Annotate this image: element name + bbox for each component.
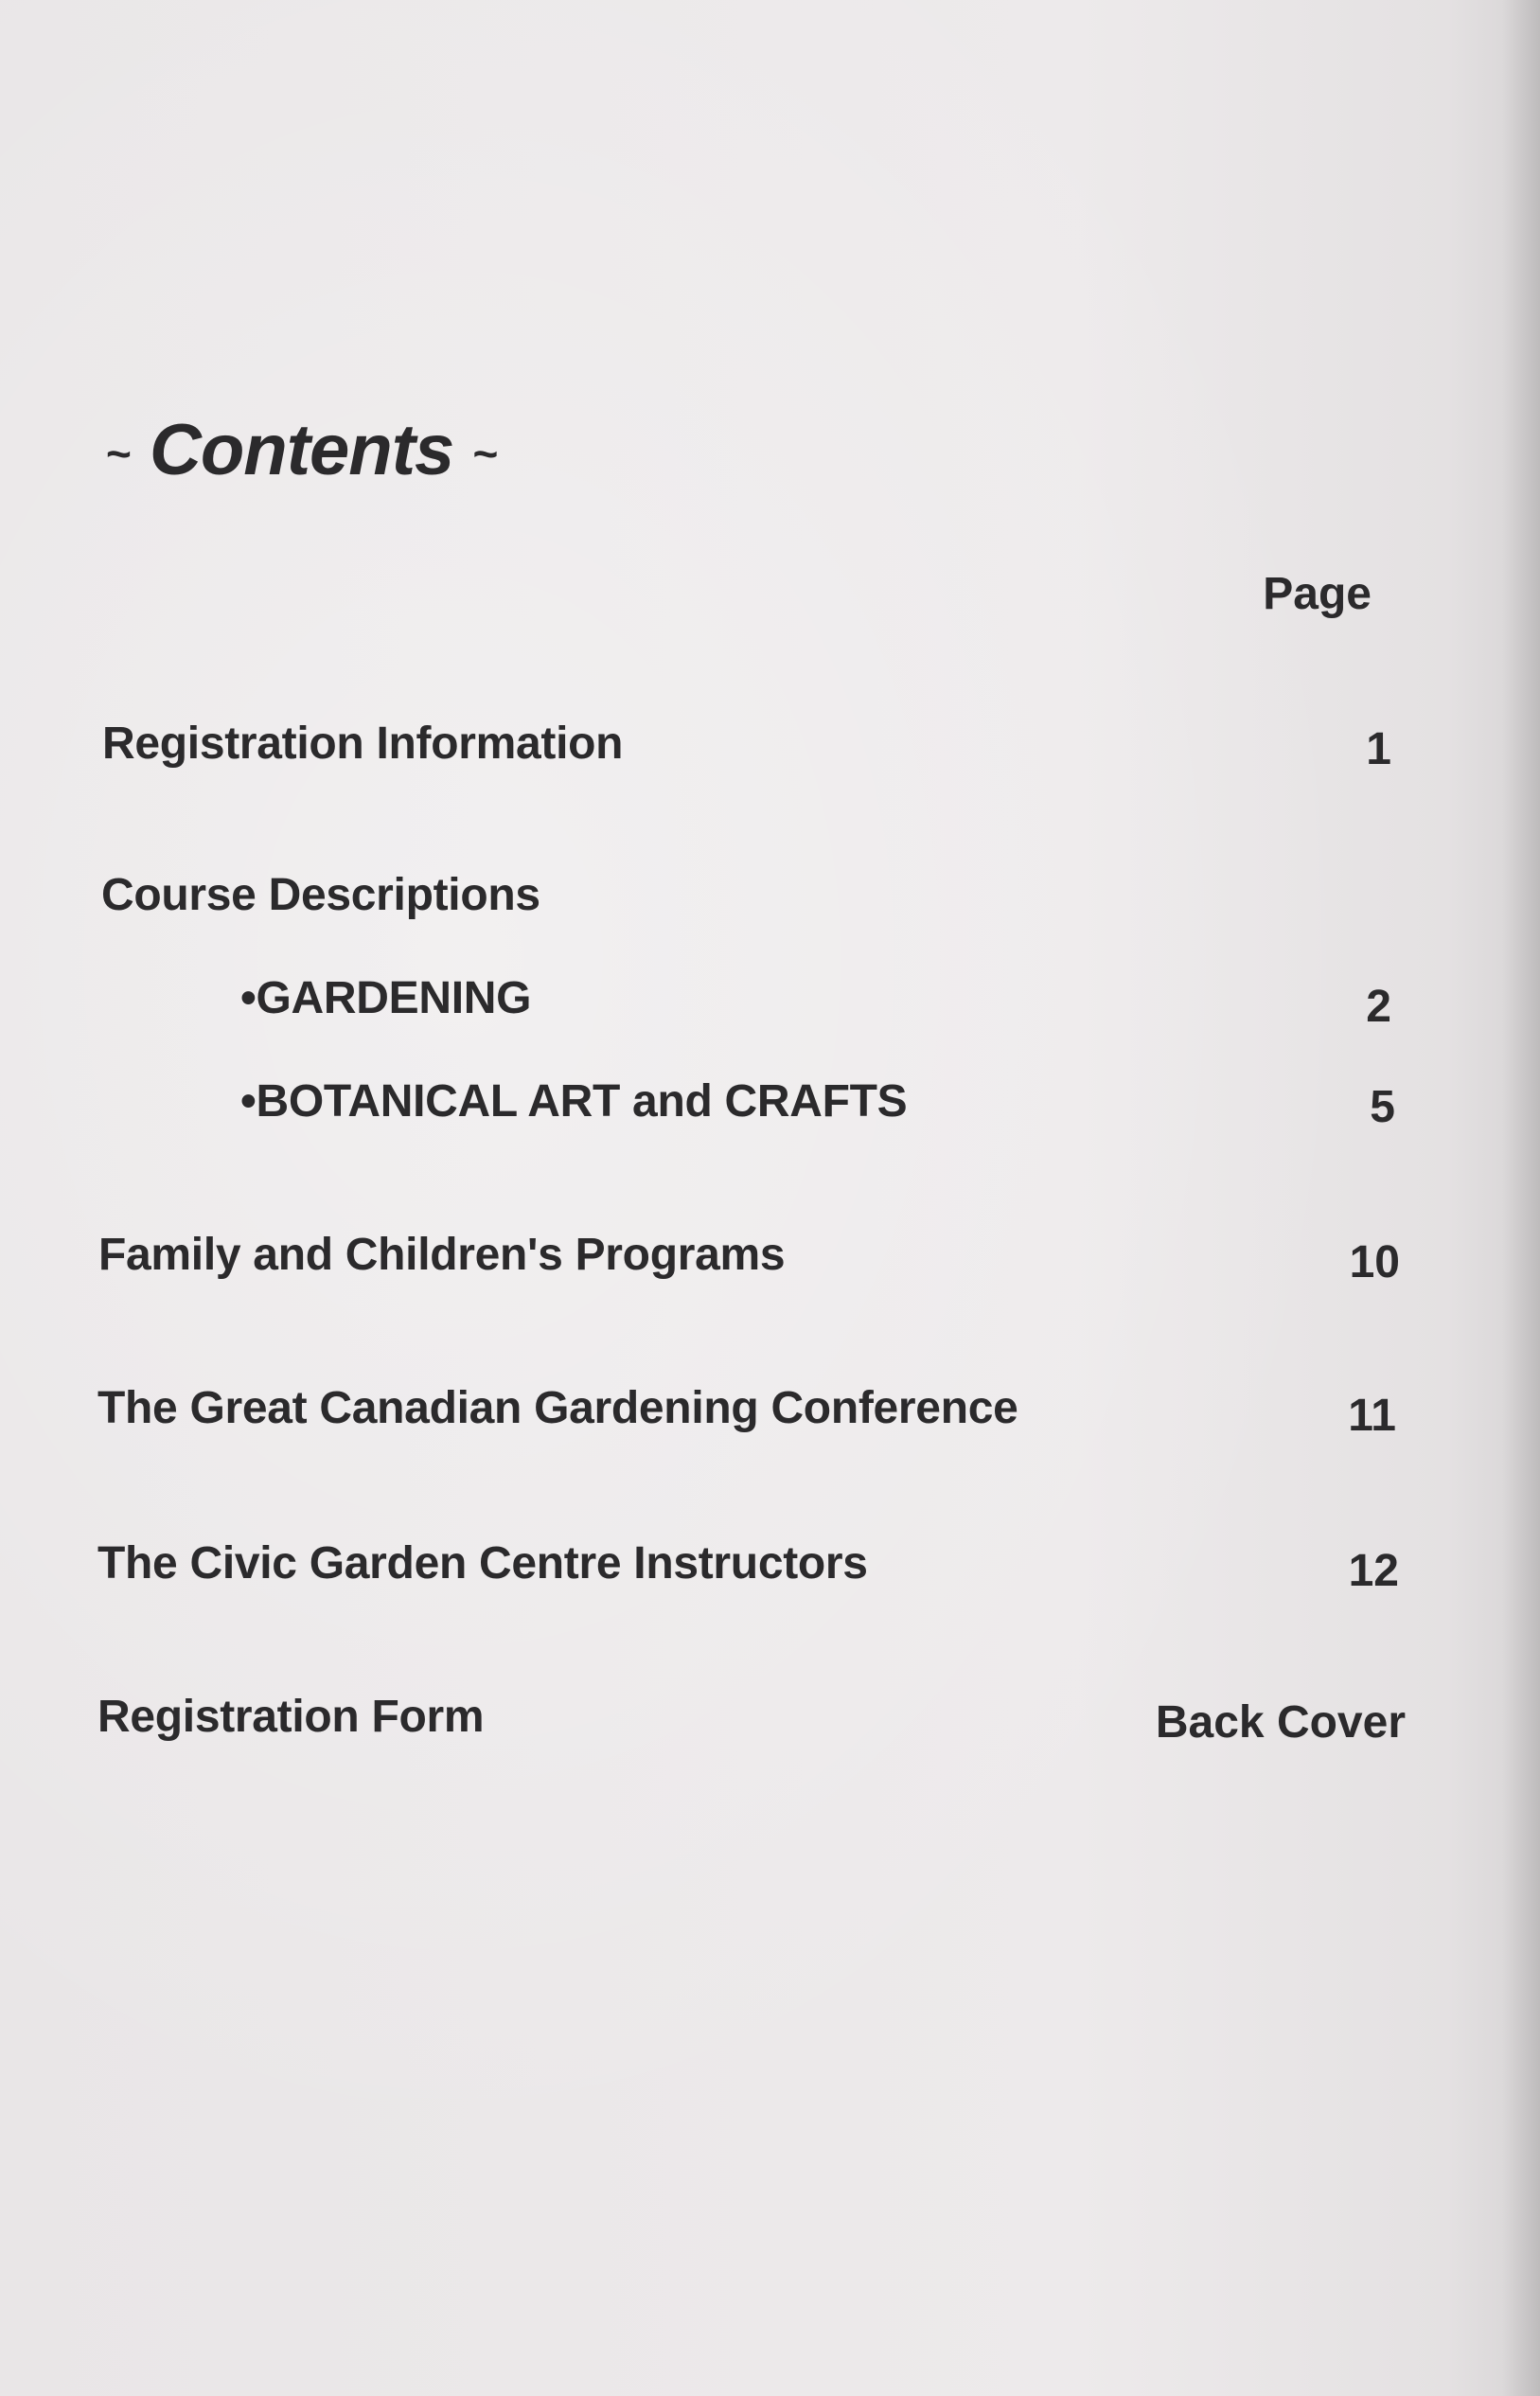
toc-page-great-canadian-gardening-conference: 11 <box>1348 1391 1396 1441</box>
toc-entry-great-canadian-gardening-conference: The Great Canadian Gardening Conference <box>97 1383 1018 1433</box>
heading-tilde-right: ~ <box>472 429 498 478</box>
toc-entry-course-descriptions: Course Descriptions <box>101 870 540 920</box>
toc-entry-registration-information: Registration Information <box>102 719 624 769</box>
heading-title: Contents <box>150 410 454 490</box>
page-column-label: Page <box>1263 569 1372 619</box>
toc-page-family-childrens-programs: 10 <box>1349 1237 1400 1287</box>
toc-entry-civic-garden-centre-instructors: The Civic Garden Centre Instructors <box>97 1538 868 1588</box>
contents-heading <box>106 409 497 491</box>
toc-page-gardening: 2 <box>1366 982 1391 1032</box>
toc-entry-botanical-art-crafts: •BOTANICAL ART and CRAFTS <box>240 1076 908 1127</box>
toc-entry-gardening: •GARDENING <box>240 973 532 1023</box>
toc-entry-family-childrens-programs: Family and Children's Programs <box>98 1230 786 1280</box>
heading-tilde-left: ~ <box>106 429 131 478</box>
toc-page-registration-information: 1 <box>1366 724 1391 774</box>
toc-entry-registration-form: Registration Form <box>97 1692 485 1742</box>
toc-page-botanical-art-crafts: 5 <box>1370 1082 1395 1132</box>
page-edge-shadow <box>1502 0 1540 2396</box>
toc-page-civic-garden-centre-instructors: 12 <box>1348 1546 1399 1596</box>
toc-page-registration-form: Back Cover <box>1155 1697 1406 1748</box>
